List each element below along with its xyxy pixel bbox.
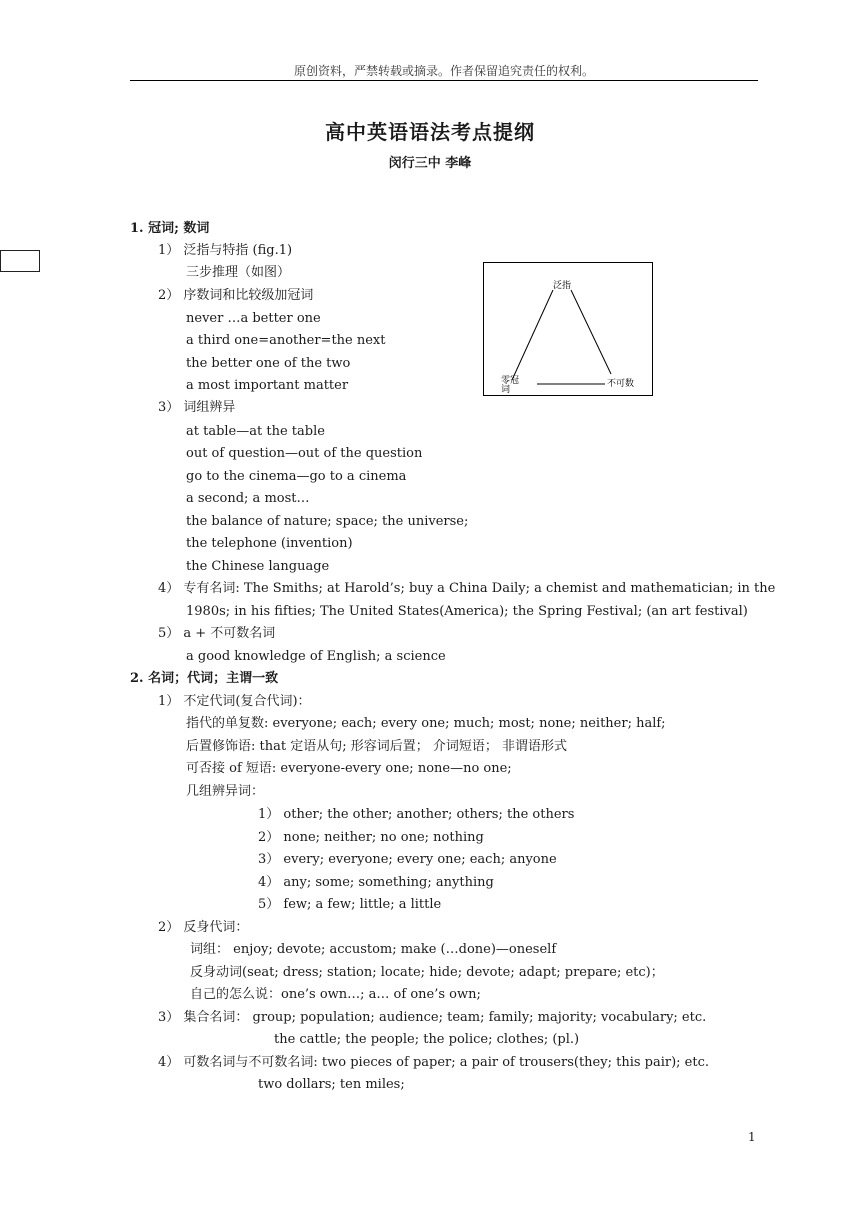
label-zero-article-1: 零冠 [501,376,520,386]
document-author: 闵行三中 李峰 [388,156,472,171]
text-line: 3） 集合名词： group; population; audience; team; family; majority; vocabulary; etc. [158,1010,707,1025]
text-line: the balance of nature; space; the universe; [186,514,469,529]
text-line: two dollars; ten miles; [258,1077,405,1092]
text-line: 5） few; a few; little; a little [258,897,442,912]
margin-box [0,250,40,272]
text-line: 反身动词(seat; dress; station; locate; hide; devote; adapt; prepare; etc)； [190,965,664,980]
text-line: a third one=another=the next [186,333,386,348]
text-line: 词组： enjoy; devote; accustom; make (…done)—oneself [190,942,557,957]
text-line: the cattle; the people; the police; clothes; (pl.) [274,1032,580,1047]
article-diagram [483,262,653,396]
text-line: 指代的单复数: everyone; each; every one; much; most; none; neither; half; [186,716,666,731]
text-line: 4） 专有名词: The Smiths; at Harold’s; buy a China Daily; a chemist and mathematician; in the [158,581,776,596]
text-line: 3） 词组辨异 [158,400,236,415]
text-line: 1980s; in his fifties; The United States(America); the Spring Festival; (an art festival) [186,604,748,619]
text-line: a good knowledge of English; a science [186,649,446,664]
document-title: 高中英语语法考点提纲 [325,120,535,144]
text-line: 1） 泛指与特指 (fig.1) [158,243,293,258]
text-line: 2） 反身代词： [158,920,249,935]
text-line: out of question—out of the question [186,446,423,461]
text-line: 4） 可数名词与不可数名词: two pieces of paper; a pair of trousers(they; this pair); etc. [158,1055,710,1070]
section-heading: 2. 名词；代词；主谓一致 [130,671,279,686]
page-number: 1 [748,1130,756,1144]
text-line: 自己的怎么说：one’s own…; a… of one’s own; [190,987,481,1002]
text-line: 5） a + 不可数名词 [158,626,276,641]
label-specific: 泛指 [553,281,572,291]
header-rule [130,80,758,81]
text-line: 2） none; neither; no one; nothing [258,830,484,845]
text-line: the better one of the two [186,356,351,371]
text-line: 4） any; some; something; anything [258,875,494,890]
text-line: 1） 不定代词(复合代词)： [158,694,311,709]
copyright-notice: 原创资料，严禁转载或摘录。作者保留追究责任的权利。 [293,64,594,78]
text-line: 三步推理（如图） [186,265,291,280]
text-line: a second; a most… [186,491,310,506]
text-line: never …a better one [186,311,321,326]
text-line: 可否接 of 短语: everyone-every one; none—no one; [186,761,512,776]
text-line: go to the cinema—go to a cinema [186,469,407,484]
triangle-figure [483,262,653,396]
section-heading: 1. 冠词; 数词 [130,221,210,236]
text-line: 3） every; everyone; every one; each; anyone [258,852,557,867]
text-line: a most important matter [186,378,349,393]
text-line: 1） other; the other; another; others; the others [258,807,575,822]
text-line: 后置修饰语: that 定语从句; 形容词后置； 介词短语； 非谓语形式 [186,739,567,754]
label-zero-article-2: 词 [501,385,511,395]
text-line: the telephone (invention) [186,536,353,551]
text-line: the Chinese language [186,559,330,574]
text-line: 几组辨异词： [186,784,265,799]
text-line: at table—at the table [186,424,325,439]
label-uncountable: 不可数 [607,379,635,389]
text-line: 2） 序数词和比较级加冠词 [158,288,314,303]
